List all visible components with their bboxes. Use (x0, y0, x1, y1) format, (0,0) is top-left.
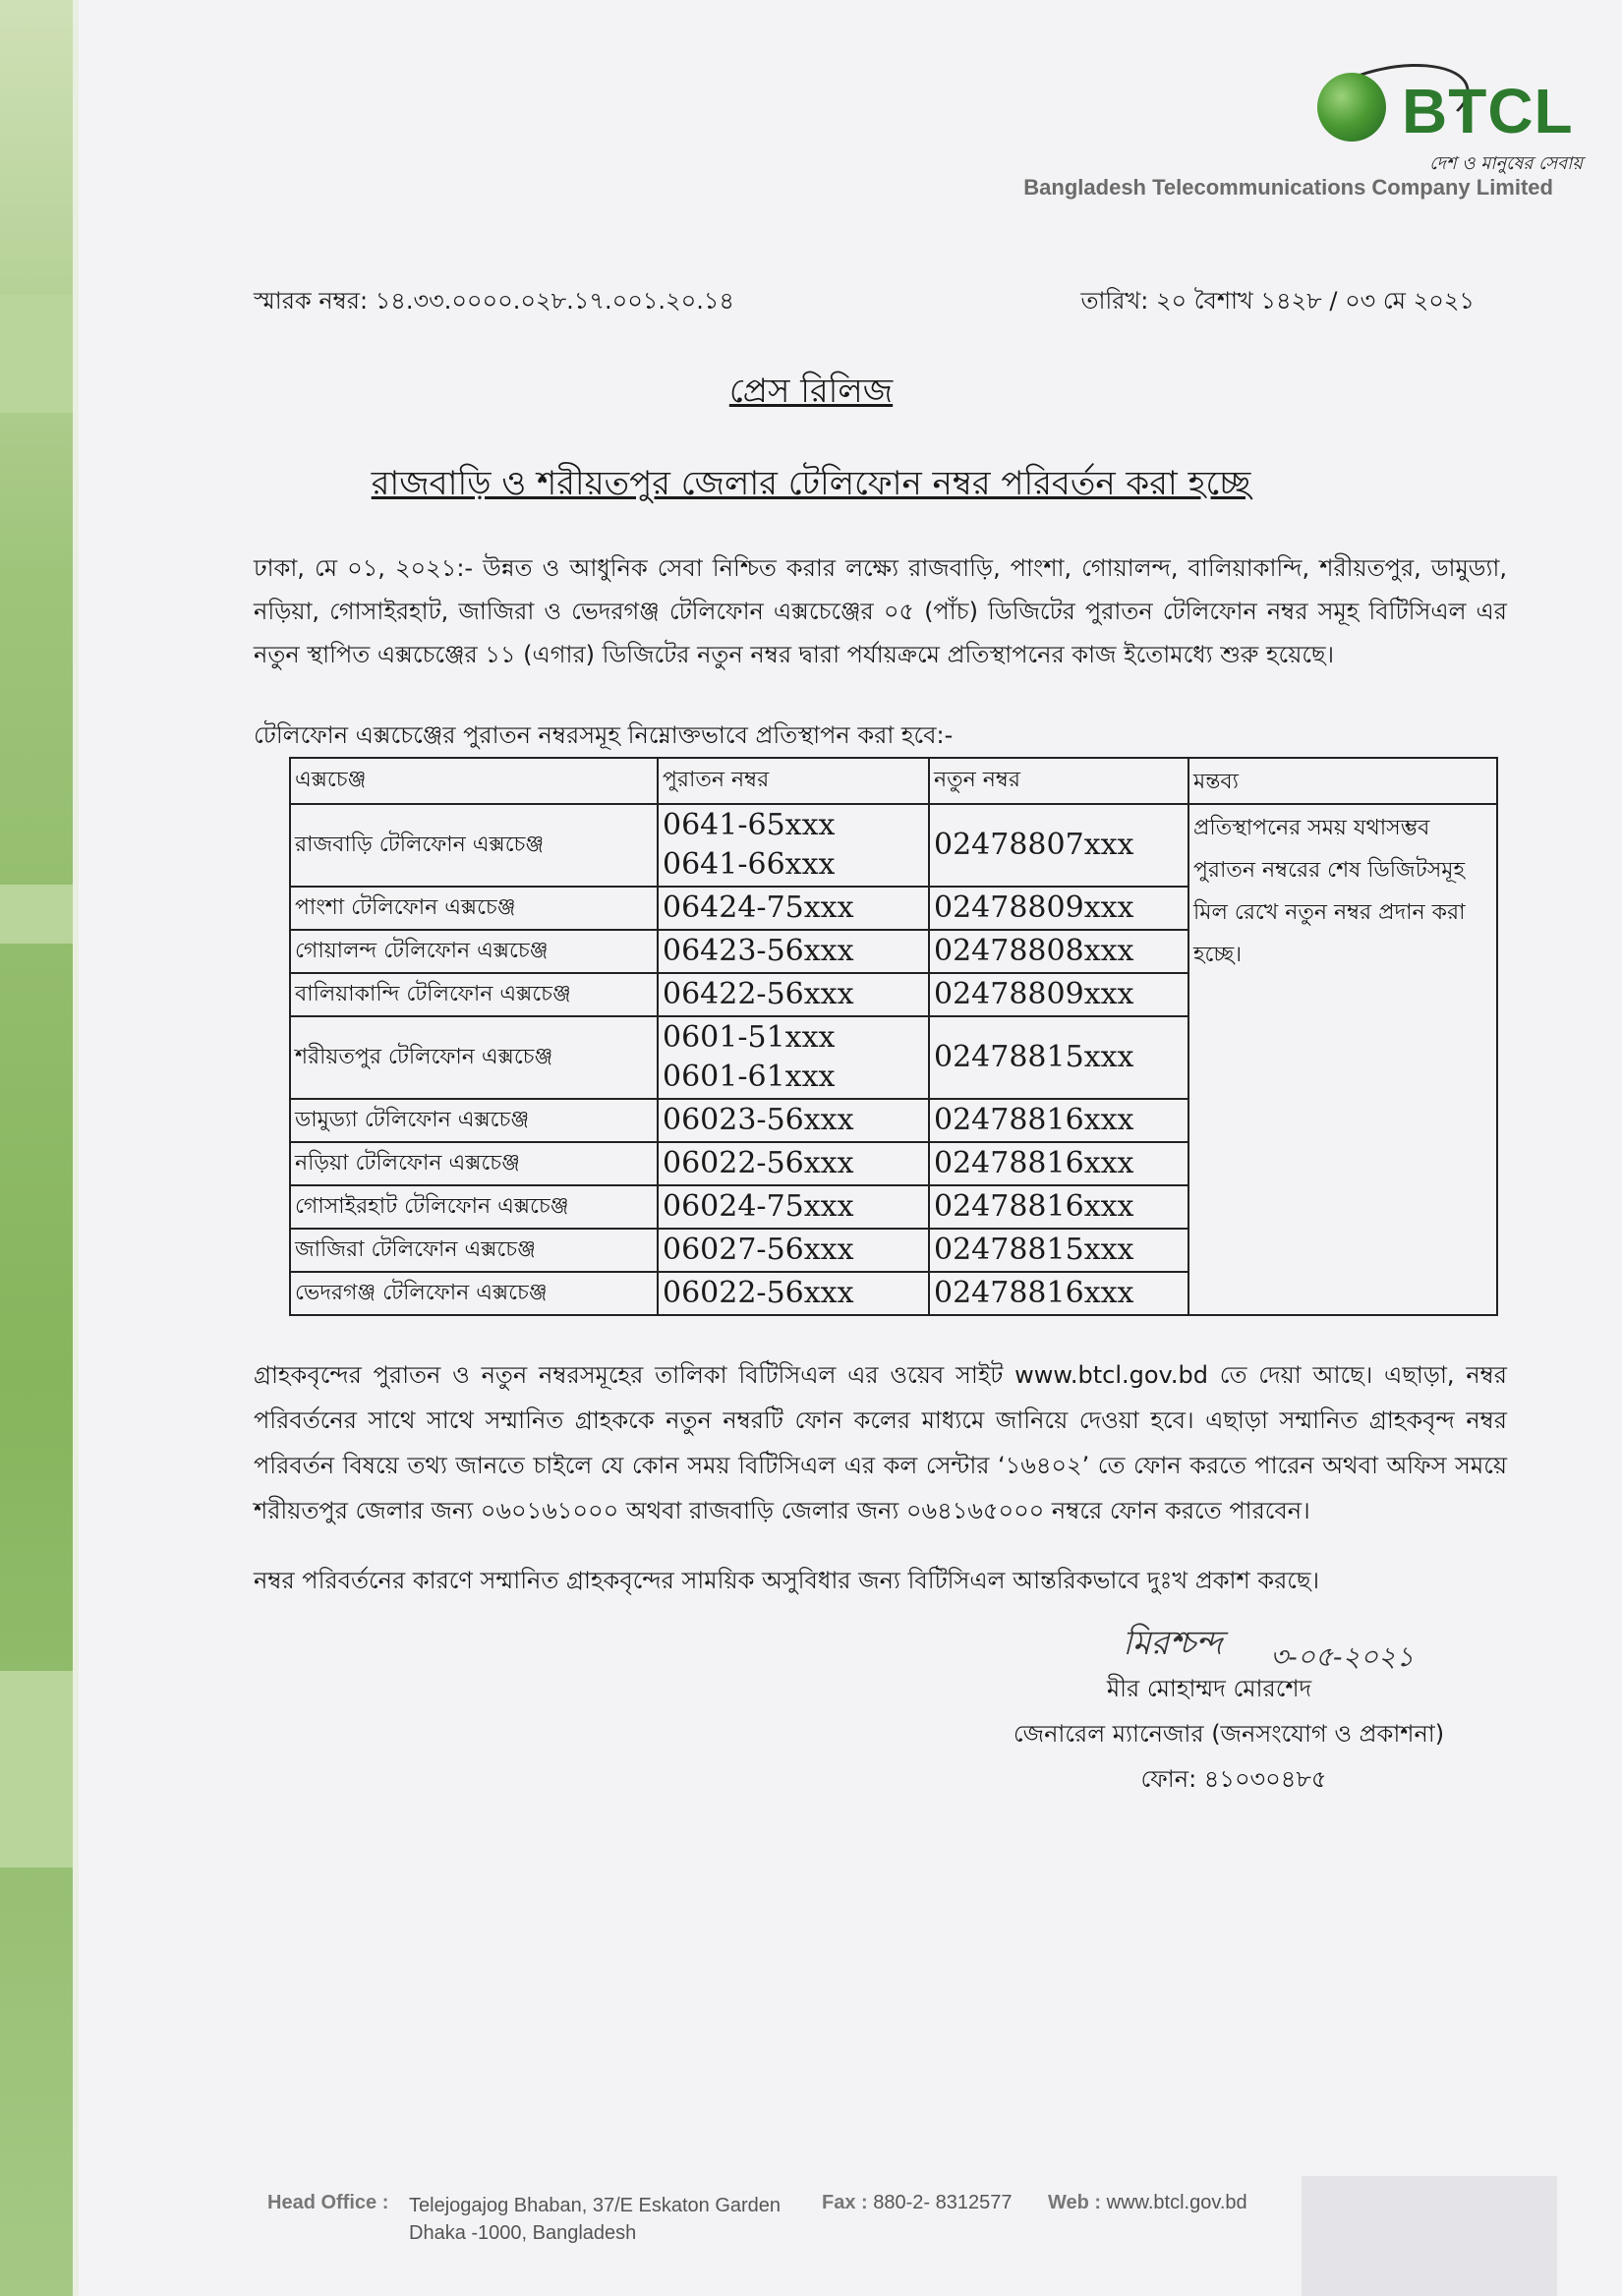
old-number-value: 0601-61xxx (663, 1060, 836, 1094)
footer-fax-number: 880-2- 8312577 (873, 2192, 1013, 2213)
headline: রাজবাড়ি ও শরীয়তপুর জেলার টেলিফোন নম্বর পরিবর্তন করা হচ্ছে (371, 464, 1251, 503)
footer-address-line2: Dhaka -1000, Bangladesh (409, 2222, 637, 2244)
table-header-row (290, 758, 1497, 804)
btcl-logo (1307, 67, 1583, 175)
cell-exchange: রাজবাড়ি টেলিফোন এক্সচেঞ্জ (290, 804, 658, 887)
old-number-value: 06027-56xxx (663, 1233, 854, 1267)
footer-address-line1: Telejogajog Bhaban, 37/E Eskaton Garden (409, 2195, 782, 2216)
table-row (290, 804, 1497, 887)
footer-office-label: Head Office : (267, 2192, 389, 2213)
footer-fax-label: Fax : (822, 2192, 868, 2213)
closing-statement: নম্বর পরিবর্তনের কারণে সম্মানিত গ্রাহকবৃন্দের সাময়িক অসুবিধার জন্য বিটিসিএল আন্তরিকভাবে দুঃখ প্রকাশ করছে। (254, 1567, 1320, 1594)
cell-exchange: বালিয়াকান্দি টেলিফোন এক্সচেঞ্জ (290, 973, 658, 1016)
cell-old-number (658, 1185, 929, 1229)
cell-old-number (658, 973, 929, 1016)
cell-new-number: 02478816xxx (929, 1272, 1188, 1315)
header-old-number: পুরাতন নম্বর (658, 758, 929, 804)
header-exchange: এক্সচেঞ্জ (290, 758, 658, 804)
cell-exchange: গোয়ালন্দ টেলিফোন এক্সচেঞ্জ (290, 930, 658, 973)
old-number-value: 06022-56xxx (663, 1276, 854, 1310)
footer-gray-box (1302, 2176, 1557, 2296)
brand-tagline: দেশ ও মানুষের সেবায় (1429, 153, 1583, 174)
cell-old-number (658, 1272, 929, 1315)
cell-new-number: 02478816xxx (929, 1185, 1188, 1229)
old-number-value: 06023-56xxx (663, 1103, 854, 1137)
cell-exchange: নড়িয়া টেলিফোন এক্সচেঞ্জ (290, 1142, 658, 1185)
cell-new-number: 02478815xxx (929, 1229, 1188, 1272)
footer-web (1048, 2192, 1247, 2214)
press-release-label: প্রেস রিলিজ (728, 372, 894, 411)
cell-old-number (658, 1142, 929, 1185)
cell-old-number (658, 1099, 929, 1142)
old-number-value: 0641-65xxx (663, 808, 836, 842)
exchange-number-table (289, 757, 1498, 1316)
footer-address (409, 2192, 781, 2247)
cell-exchange: গোসাইরহাট টেলিফোন এক্সচেঞ্জ (290, 1185, 658, 1229)
cell-new-number: 02478816xxx (929, 1142, 1188, 1185)
footer-fax (822, 2192, 1012, 2214)
handwritten-signature: মিরশ্চন্দ (1123, 1624, 1223, 1663)
cell-old-number (658, 1016, 929, 1099)
globe-icon (1317, 73, 1386, 142)
memo-number: স্মারক নম্বর: ১৪.৩৩.০০০০.০২৮.১৭.০০১.২০.১৪ (254, 287, 734, 315)
document-date: তারিখ: ২০ বৈশাখ ১৪২৮ / ০৩ মে ২০২১ (1080, 287, 1475, 315)
intro-paragraph: ঢাকা, মে ০১, ২০২১:- উন্নত ও আধুনিক সেবা নিশ্চিত করার লক্ষ্যে রাজবাড়ি, পাংশা, গোয়ালন্দ, বালিয়াকান্দি, শরীয়তপুর, ডামুড্যা, নড়িয়া, গোসাইরহাট, জাজিরা ও ভেদরগঞ্জ টেলিফোন এক্সচেঞ্জের ০৫ (পাঁচ) ডিজিটের পুরাতন টেলিফোন নম্বর সমূহ বিটিসিএল এর নতুন স্থাপিত এক্সচেঞ্জের ১১ (এগার) ডিজিটের নতুন নম্বর দ্বারা পর্যায়ক্রমে প্রতিস্থাপনের কাজ ইতোমধ্যে শুরু হয়েছে। (254, 554, 1507, 668)
signer-title: জেনারেল ম্যানেজার (জনসংযোগ ও প্রকাশনা) (1013, 1720, 1445, 1748)
cell-new-number: 02478816xxx (929, 1099, 1188, 1142)
cell-exchange: ভেদরগঞ্জ টেলিফোন এক্সচেঞ্জ (290, 1272, 658, 1315)
cell-old-number (658, 887, 929, 930)
cell-old-number (658, 804, 929, 887)
old-number-value: 0641-66xxx (663, 847, 836, 882)
info-paragraph: গ্রাহকবৃন্দের পুরাতন ও নতুন নম্বরসমূহের তালিকা বিটিসিএল এর ওয়েব সাইট www.btcl.gov.bd তে দেয়া আছে। এছাড়া, নম্বর পরিবর্তনের সাথে সাথে সম্মানিত গ্রাহককে নতুন নম্বরটি ফোন কলের মাধ্যমে জানিয়ে দেওয়া হবে। এছাড়া সম্মানিত গ্রাহকবৃন্দ নম্বর পরিবর্তন বিষয়ে তথ্য জানতে চাইলে যে কোন সময় বিটিসিএল এর কল সেন্টার ‘১৬৪০২’ তে ফোন করতে পারেন অথবা অফিস সময়ে শরীয়তপুর জেলার জন্য ০৬০১৬১০০০ অথবা রাজবাড়ি জেলার জন্য ০৬৪১৬৫০০০ নম্বরে ফোন করতে পারবেন। (254, 1361, 1507, 1524)
cell-new-number: 02478807xxx (929, 804, 1188, 887)
cell-exchange: শরীয়তপুর টেলিফোন এক্সচেঞ্জ (290, 1016, 658, 1099)
signer-name: মীর মোহাম্মদ মোরশেদ (1106, 1675, 1312, 1702)
cell-new-number: 02478808xxx (929, 930, 1188, 973)
old-number-value: 06422-56xxx (663, 977, 854, 1011)
table-lead-text: টেলিফোন এক্সচেঞ্জের পুরাতন নম্বরসমূহ নিম্নোক্তভাবে প্রতিস্থাপন করা হবে:- (254, 721, 954, 749)
cell-old-number (658, 1229, 929, 1272)
old-number-value: 06022-56xxx (663, 1146, 854, 1180)
footer-web-url: www.btcl.gov.bd (1106, 2192, 1247, 2213)
cell-exchange: ডামুড্যা টেলিফোন এক্সচেঞ্জ (290, 1099, 658, 1142)
old-number-value: 06423-56xxx (663, 934, 854, 968)
cell-old-number (658, 930, 929, 973)
decorative-green-sidebar (0, 0, 79, 2296)
cell-new-number: 02478809xxx (929, 887, 1188, 930)
company-name: Bangladesh Telecommunications Company Limited (1023, 175, 1553, 200)
old-number-value: 06024-75xxx (663, 1189, 854, 1224)
cell-exchange: জাজিরা টেলিফোন এক্সচেঞ্জ (290, 1229, 658, 1272)
old-number-value: 0601-51xxx (663, 1020, 836, 1055)
signer-phone: ফোন: ৪১০৩০৪৮৫ (1140, 1765, 1327, 1793)
header-new-number: নতুন নম্বর (929, 758, 1188, 804)
cell-remark: প্রতিস্থাপনের সময় যথাসম্ভব পুরাতন নম্বরের শেষ ডিজিটসমূহ মিল রেখে নতুন নম্বর প্রদান করা হচ্ছে। (1188, 804, 1497, 1315)
cell-exchange: পাংশা টেলিফোন এক্সচেঞ্জ (290, 887, 658, 930)
cell-new-number: 02478809xxx (929, 973, 1188, 1016)
cell-new-number: 02478815xxx (929, 1016, 1188, 1099)
old-number-value: 06424-75xxx (663, 890, 854, 925)
brand-name: BTCL (1402, 76, 1574, 146)
handwritten-date: ৩-০৫-২০২১ (1270, 1640, 1415, 1673)
footer-web-label: Web : (1048, 2192, 1102, 2213)
header-remark: মন্তব্য (1188, 758, 1497, 804)
